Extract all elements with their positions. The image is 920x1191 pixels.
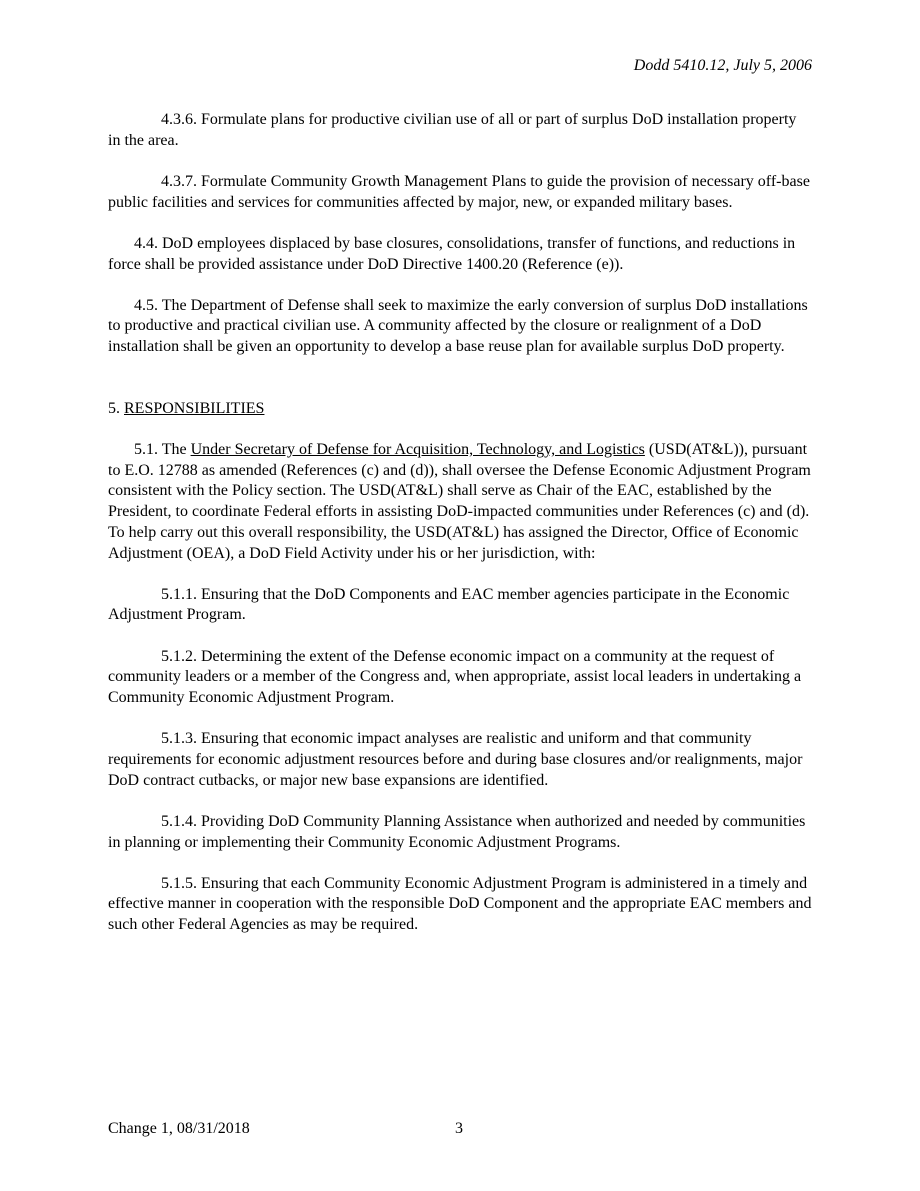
paragraph-5-1-body: (USD(AT&L)), pursuant to E.O. 12788 as amended (References (c) and (d)), shall oversee the Defense Economic Adjustment Program consistent with the Policy section. The USD(AT&L) shall serve as Chair of the EAC, established by the President, to coordinate Federal efforts in assisting DoD-impacted communities under References (c) and (d). To help carry out this overall responsibility, the USD(AT&L) has assigned the Director, Office of Economic Adjustment (OEA), a DoD Field Activity under his or her jurisdiction, with:: [108, 441, 811, 562]
paragraph-5-1-2: 5.1.2. Determining the extent of the Defense economic impact on a community at the request of community leaders or a member of the Congress and, when appropriate, assist local leaders in undertaking a Community Economic Adjustment Program.: [108, 647, 802, 707]
paragraph-5-1-5: 5.1.5. Ensuring that each Community Economic Adjustment Program is administered in a timely and effective manner in cooperation with the responsible DoD Component and the appropriate EAC members and such other Federal Agencies as may be required.: [108, 874, 812, 934]
section-5-heading: [108, 399, 812, 420]
footer-change-note: Change 1, 08/31/2018: [108, 1120, 250, 1137]
paragraph-4-3-7: 4.3.7. Formulate Community Growth Management Plans to guide the provision of necessary off-base public facilities and services for communities affected by major, new, or expanded military bases.: [108, 172, 810, 211]
section-spacer: [108, 378, 812, 399]
footer-page-number: 3: [455, 1120, 463, 1137]
paragraph-5-1-3: 5.1.3. Ensuring that economic impact analyses are realistic and uniform and that community requirements for economic adjustment resources before and during base closures and/or realignments, major DoD contract cutbacks, or major new base expansions are identified.: [108, 730, 803, 789]
paragraph-5-1-1: 5.1.1. Ensuring that the DoD Components and EAC member agencies participate in the Economic Adjustment Program.: [108, 585, 790, 624]
usd-atl-title: Under Secretary of Defense for Acquisition, Technology, and Logistics: [190, 441, 645, 459]
paragraph-4-3-6: 4.3.6. Formulate plans for productive civilian use of all or part of surplus DoD installation property in the area.: [108, 111, 797, 149]
paragraph-4-5: 4.5. The Department of Defense shall seek to maximize the early conversion of surplus DoD installations to productive and practical civilian use. A community affected by the closure or realignment of a DoD installation shall be given an opportunity to develop a base reuse plan for available surplus DoD property.: [108, 296, 808, 356]
header-document-reference: Dodd 5410.12, July 5, 2006: [633, 57, 812, 74]
paragraph-5-1-lead: 5.1. The: [134, 441, 191, 459]
paragraph-4-4: 4.4. DoD employees displaced by base closures, consolidations, transfer of functions, and reductions in force shall be provided assistance under DoD Directive 1400.20 (Reference (e)).: [108, 234, 796, 273]
document-body: [108, 110, 812, 956]
section-5-title: RESPONSIBILITIES: [124, 399, 265, 417]
section-5-number: 5.: [108, 399, 124, 417]
paragraph-5-1: [108, 440, 812, 564]
paragraph-5-1-4: 5.1.4. Providing DoD Community Planning Assistance when authorized and needed by communities in planning or implementing their Community Economic Adjustment Programs.: [108, 812, 806, 851]
